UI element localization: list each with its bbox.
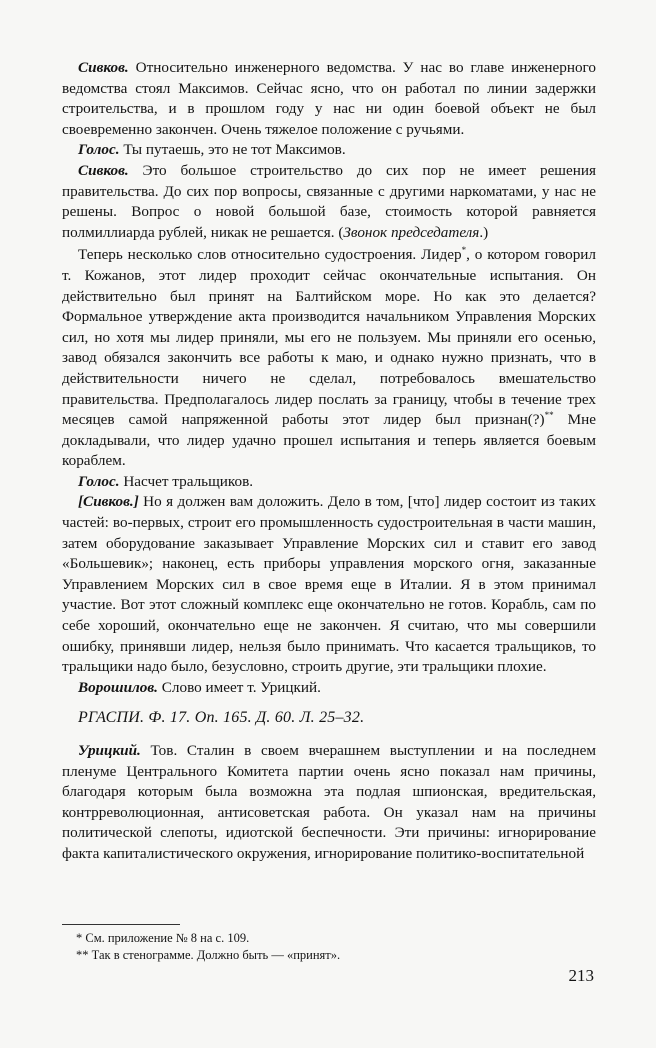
speaker-name: Голос. bbox=[78, 472, 120, 490]
archive-reference: РГАСПИ. Ф. 17. Оп. 165. Д. 60. Л. 25–32. bbox=[78, 709, 365, 727]
page-number: 213 bbox=[568, 966, 594, 985]
footnote-2: ** Так в стенограмме. Должно быть — «принят». bbox=[76, 948, 341, 962]
paragraph-text: Тов. Сталин в своем вчерашнем выступлении и на последнем пленуме Центрального Комитета партии очень ясно показал нам причины, благодаря которым была возможна эта подлая шпионская, вредительская, контрреволюционная, антисоветская работа. Он указал нам на причины политической слепоты, идиотской беспечности. Эти причины: игнорирование факта капиталистического окружения, игнорирование политико-воспитательной bbox=[62, 742, 596, 862]
paragraph-voice-1 bbox=[62, 140, 596, 161]
document-body bbox=[62, 58, 596, 865]
footnote-1: * См. приложение № 8 на с. 109. bbox=[76, 931, 250, 945]
speaker-name: Сивков. bbox=[78, 59, 129, 76]
paragraph-text: Относительно инженерного ведомства. У нас во главе инженерного ведомства стоял Максимов. Сейчас ясно, что он работал по линии задержки строительства, и в прошлом году у нас ни один боевой объект не был своевременно закончен. Очень тяжелое положение с ручьями. bbox=[62, 59, 596, 138]
footnote-divider bbox=[62, 924, 180, 925]
paragraph-text: , о котором говорил т. Кожанов, этот лидер проходит сейчас окончательные испытания. Он действительно был принят на Балтийском море. Но как это делается? Формальное утверждение акта производится начальником Управления Морских сил, но хотя мы лидер приняли, мы его не пользуем. Мы приняли его осенью, завод обязался закончить все работы к маю, и однако нужно признать, что в действительности ничего не сделал, потребовалось вмешательство правительства. Предполагалось лидер послать за границу, чтобы в течение трех месяцев самой напряженной работы этот лидер был признан(?) bbox=[62, 246, 597, 429]
paragraph-text-end: .) bbox=[479, 223, 489, 241]
paragraph-voroshilov bbox=[62, 678, 596, 699]
footnote-mark-1: * bbox=[461, 245, 467, 256]
speaker-name: Урицкий. bbox=[78, 742, 141, 759]
paragraph-sivkov-3 bbox=[62, 492, 596, 677]
paragraph-text: Ты путаешь, это не тот Максимов. bbox=[119, 141, 346, 159]
paragraph-text: Мне докладывали, что лидер удачно прошел испытания и теперь является боевым кораблем. bbox=[62, 411, 596, 470]
paragraph-text: Это большое строительство до сих пор не имеет решения правительства. До сих пор вопросы, связанные с другими наркоматами, у нас не решены. Вопрос о новой большой базе, стоимость которой равняется полмиллиарда рублей, никак не решается. ( bbox=[62, 161, 596, 241]
stage-direction: Звонок председателя bbox=[343, 223, 480, 241]
paragraph-text: Теперь несколько слов относительно судостроения. Лидер bbox=[78, 246, 462, 264]
speaker-name: [Сивков.] bbox=[78, 493, 139, 511]
paragraph-shipbuilding bbox=[62, 245, 596, 472]
paragraph-text: Но я должен вам доложить. Дело в том, [что] лидер состоит из таких частей: во-первых, строит его промышленность судостроительная в части машин, затем оборудование заказывает Управление Морских сил и ставит его завод «Большевик»; наконец, есть приборы управления морского огня, заказанные Управлением Морских сил в свое время еще в Италии. Я в этом принимал участие. Вот этот сложный комплекс еще окончательно не готов. Корабль, сам по себе хороший, окончательно еще не закончен. Я считаю, что мы совершили ошибку, принявши лидер, нельзя было принимать. Что касается тральщиков, то тральщики надо было, безусловно, строить другие, эти тральщики плохие. bbox=[62, 493, 596, 676]
paragraph-text: Насчет тральщиков. bbox=[119, 472, 254, 490]
paragraph-text: Слово имеет т. Урицкий. bbox=[157, 678, 321, 696]
paragraph-sivkov-2 bbox=[62, 161, 596, 243]
speaker-name: Голос. bbox=[78, 141, 120, 159]
paragraph-uritsky bbox=[62, 741, 596, 865]
speaker-name: Сивков. bbox=[78, 161, 129, 179]
footnotes bbox=[62, 930, 596, 964]
speaker-name: Ворошилов. bbox=[78, 678, 158, 696]
paragraph-sivkov-1 bbox=[62, 58, 596, 140]
paragraph-voice-2 bbox=[62, 472, 596, 493]
footnote-mark-2: ** bbox=[544, 410, 554, 421]
